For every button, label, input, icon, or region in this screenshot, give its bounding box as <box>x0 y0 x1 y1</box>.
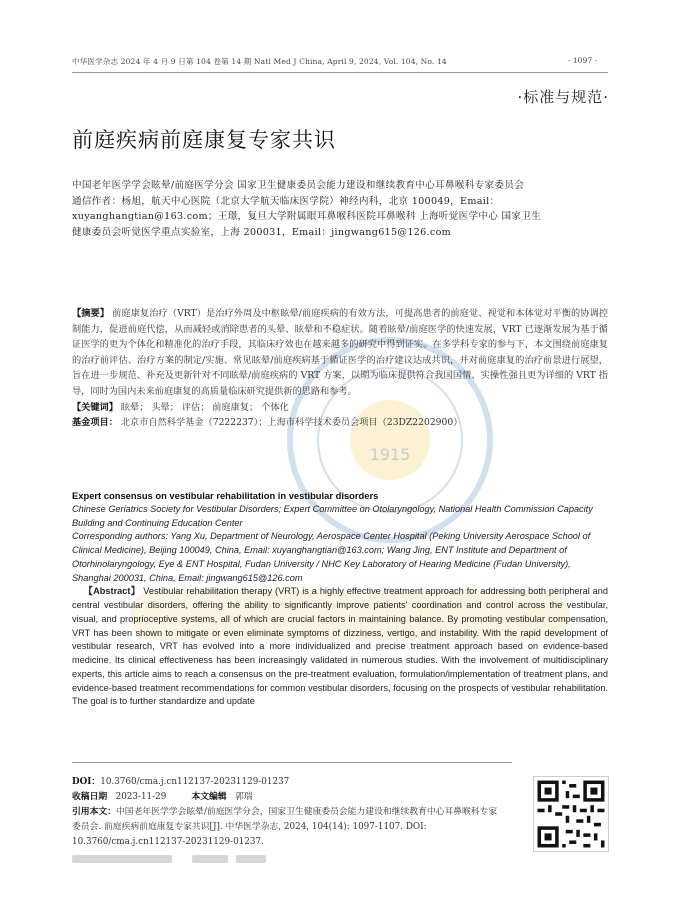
keywords-zh: 眩晕； 头晕； 评估； 前庭康复； 个体化 <box>120 401 289 413</box>
abstract-zh <box>72 306 608 431</box>
publisher-logo <box>72 852 302 866</box>
english-abstract <box>72 585 608 709</box>
article-title: 前庭疾病前庭康复专家共识 <box>72 128 336 152</box>
abstract-zh-label: 【摘要】 <box>72 308 110 319</box>
affiliation-block <box>72 178 542 240</box>
english-abstract-label: 【Abstract】 <box>83 586 141 597</box>
keywords-label: 【关键词】 <box>72 401 118 413</box>
section-tag: ·标准与规范· <box>517 88 609 106</box>
abstract-zh-text: 前庭康复治疗（VRT）是治疗外周及中枢眩晕/前庭疾病的有效方法，可提高患者的前庭觉、视觉和本体觉对平衡的协调控制能力，促进前庭代偿，从而减轻或消除患者的头晕、眩晕和不稳症状。随着眩晕/前庭医学的快速发展，VRT 已逐渐发展为基于循证医学的更为个体化和精准化的治疗手段，其临床疗效也在越来越多的研究中得到证实。在多学科专家的参与下，本文围绕前庭康复的治疗前评估、治疗方案的制定/实施、常见眩晕/前庭疾病基于循证医学的治疗建议达成共识，并对前庭康复的治疗前景进行展望，旨在进一步规范、补充及更新针对不同眩晕/前庭疾病的 VRT 方案，以期为临床提供符合我国国情、实操性强且更为详细的 VRT 指导，同时为国内未来前庭康复的高质量临床研究提供新的思路和参考。 <box>72 308 609 397</box>
cite-label: 引用本文： <box>72 807 116 817</box>
page-number: · 1097 · <box>568 56 597 65</box>
english-authors: Chinese Geriatrics Society for Vestibular Disorders; Expert Committee on Otolaryngology, National Health Commission Capacity Building and Continuing Education Center <box>72 503 593 528</box>
publisher-logo-icon <box>72 852 302 866</box>
received-date: 2023-11-29 <box>115 792 167 802</box>
editor-name: 郭瑞 <box>235 792 253 802</box>
received-label: 收稿日期 <box>72 792 108 802</box>
qr-code-icon <box>534 777 608 851</box>
fund-label: 基金项目： <box>72 417 118 429</box>
fund-text: 北京市自然科学基金（7222237）；上海市科学技术委员会项目（23DZ2202900） <box>120 417 463 429</box>
english-title: Expert consensus on vestibular rehabilitation in vestibular disorders <box>72 490 379 501</box>
qr-code[interactable] <box>533 776 609 852</box>
journal-header: 中华医学杂志 2024 年 4 月 9 日第 104 卷第 14 期 Natl Med J China, April 9, 2024, Vol. 104, No. 14 <box>72 57 447 66</box>
english-abstract-block <box>72 489 608 709</box>
svg-text:1915: 1915 <box>369 445 411 464</box>
footer-divider <box>72 762 512 763</box>
corresponding-authors-zh: 通信作者：杨旭，航天中心医院（北京大学航天临床医学院）神经内科，北京 100049，Email：xuyanghangtian@163.com；王璟，复旦大学附属眼耳鼻喉科医院耳鼻喉科 上海听觉医学中心 国家卫生健康委员会听觉医学重点实验室，上海 200031，Email：jingwang615@126.com <box>72 195 542 238</box>
cite-text: 中国老年医学学会眩晕/前庭医学分会，国家卫生健康委员会能力建设和继续教育中心耳鼻喉科专家委员会. 前庭疾病前庭康复专家共识[J]. 中华医学杂志, 2024, 104(14): 1097-1107. DOI: 10.3760/cma.j.cn112137-20231129-01237. <box>72 807 498 847</box>
citation-footer <box>72 775 502 850</box>
author-organizations: 中国老年医学学会眩晕/前庭医学分会 国家卫生健康委员会能力建设和继续教育中心耳鼻喉科专家委员会 <box>72 180 525 191</box>
doi-label: DOI： <box>72 777 101 787</box>
doi-value[interactable]: 10.3760/cma.j.cn112137-20231129-01237 <box>100 777 290 787</box>
editor-label: 本文编辑 <box>191 792 227 802</box>
english-abstract-text: Vestibular rehabilitation therapy (VRT) is a highly effective treatment approach for addressing both peripheral and central vestibular disorders, offering the ability to significantly improve patients' coordination and control across the vestibular, visual, and proprioceptive systems, all of which are crucial factors in maintaining balance. By promoting vestibular compensation, VRT has been shown to mitigate or even eliminate symptoms of dizziness, vertigo, and instability. With the rapid development of vestibular research, VRT has evolved into a more individualized and precise treatment approach based on evidence-based medicine. Its clinical effectiveness has been increasingly validated in numerous studies. With the involvement of multidisciplinary experts, this article aims to reach a consensus on the pre-treatment evaluation, formulation/implementation of treatment plans, and evidence-based treatment recommendations for common vestibular disorders, focusing on the prospects of vestibular rehabilitation. The goal is to further standardize and update <box>72 586 608 707</box>
english-corresponding: Corresponding authors: Yang Xu, Department of Neurology, Aerospace Center Hospital (Peking University Aerospace School of Clinical Medicine), Beijing 100049, China, Email: xuyanghangtian@163.com; Wang Jing, ENT Institute and Department of Otorhinolaryngology, Eye & ENT Hospital, Fudan University / NHC Key Laboratory of Hearing Medicine (Fudan University), Shanghai 200031, China, Email: jingwang615@126.com <box>72 531 591 583</box>
header-divider <box>72 72 608 73</box>
